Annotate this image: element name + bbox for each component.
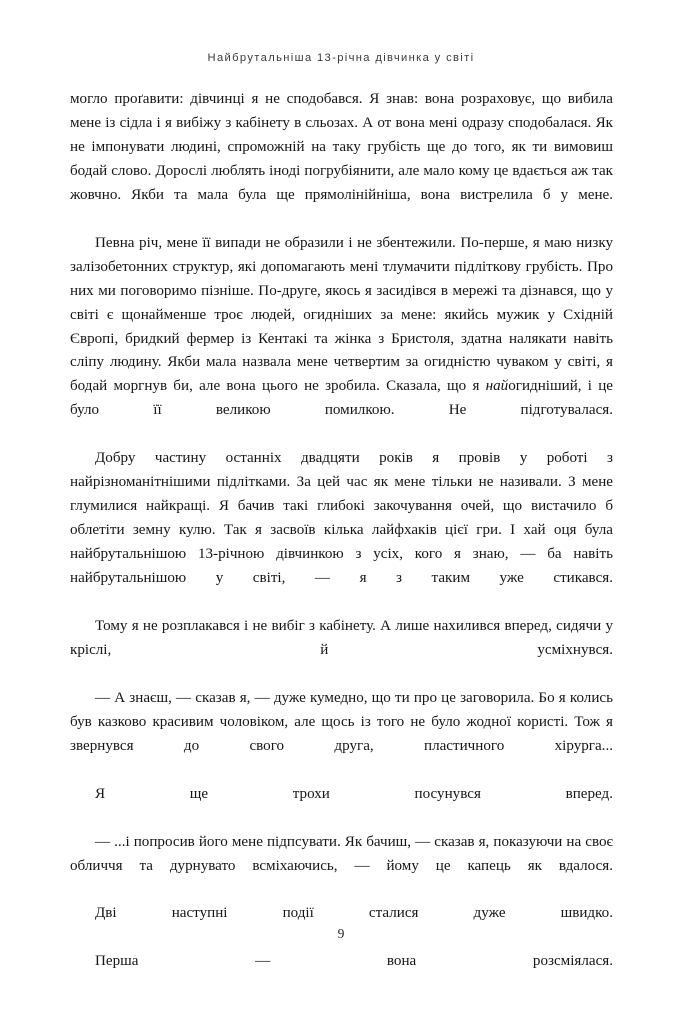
paragraph-2-lead: Певна річ, мене її випади не образили і не збентежили. По-перше, я маю низку залізобетонних структур, які допомагають мені тлумачити підліткову грубість. Про них ми поговоримо пізніше. По-друге, якось я засидівся в мережі та дізнався, що у світі є щонайменше троє людей, огидніших за мене: якийсь мужик у Східній Європі, бридкий фермер із Кентакі та жінка з Бристоля, здатна налякати навіть сліпу людину. Якби мала назвала мене четвертим за огидністю чуваком у світі, я бодай моргнув би, але вона цього не зробила. Сказала, що я [70, 234, 613, 395]
paragraph-7-dialogue: — ...і попросив його мене підпсувати. Як бачиш, — сказав я, показуючи на своє обличчя та дурнувато всміхаючись, — йому це капець як вдалося. [70, 833, 613, 874]
body-text-block [70, 88, 613, 998]
paragraph-6: Я ще трохи посунувся вперед. [95, 785, 613, 802]
paragraph-2-tail: огидніший, і це було її великою помилкою. Не підготувалася. [70, 378, 613, 419]
paragraph-1: могло проґавити: дівчинці я не сподобався. Я знав: вона розраховує, що вибила мене із сідла і я вибіжу з кабінету в сльозах. А от вона мені одразу сподобалася. Як не імпонувати людині, спроможній на таку грубість ще до того, як ти вимовиш бодай слово. Дорослі люблять іноді погрубіянити, але мало кому це вдається аж так жовчно. Якби та мала була ще прямолінійніша, вона вистрелила б у мене. [70, 91, 613, 203]
paragraph-8: Дві наступні події сталися дуже швидко. [95, 905, 613, 922]
running-head: Найбрутальніша 13-річна дівчинка у світі [207, 52, 475, 64]
emphasis-naj: най [485, 378, 509, 395]
paragraph-3: Добру частину останніх двадцяти років я провів у роботі з найрізноманітнішими підлітками. За цей час як мене тільки не називали. З мене глумилися найкращі. Я бачив такі глибокі закочування очей, що вистачило б облетіти земну кулю. Так я засвоїв кілька лайфхаків цієї гри. І хай оця була найбрутальнішою 13-річною дівчинкою з усіх, кого я знаю, — ба навіть найбрутальнішою у світі, — я з таким уже стикався. [70, 450, 613, 587]
page-number: 9 [337, 926, 345, 941]
paragraph-2 [70, 232, 613, 448]
paragraph-9: Перша — вона розсміялася. [95, 953, 613, 970]
paragraph-4: Тому я не розплакався і не вибіг з кабінету. А лише нахилився вперед, сидячи у кріслі, й усміхнувся. [70, 617, 613, 658]
paragraph-5-dialogue: — А знаєш, — сказав я, — дуже кумедно, що ти про це заговорила. Бо я колись був казково красивим чоловіком, але щось із того не було жодної користі. Тож я звернувся до свого друга, пластичного хірурга... [70, 689, 613, 754]
